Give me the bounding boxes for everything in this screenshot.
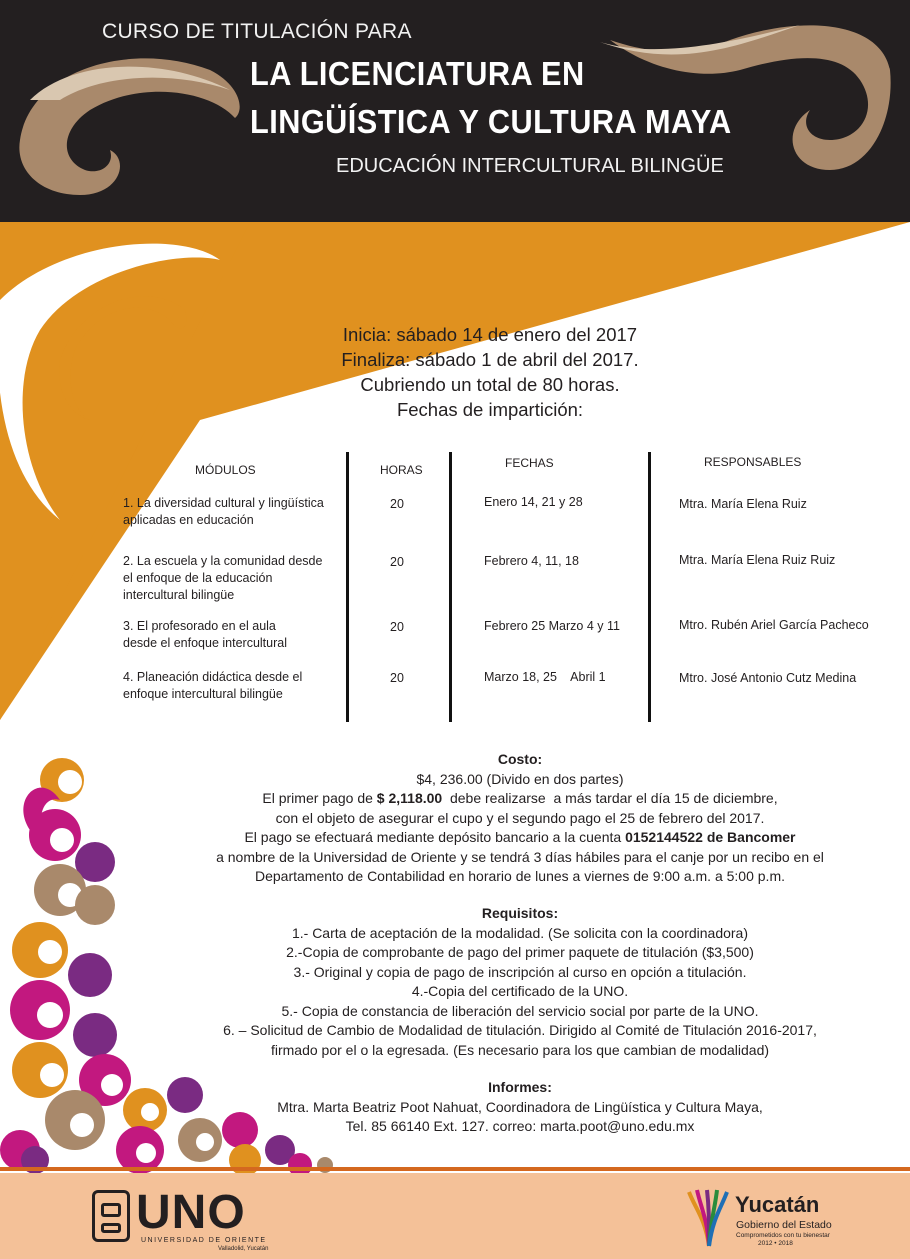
column-separator — [449, 452, 452, 722]
col-header-responsible: RESPONSABLES — [704, 455, 802, 469]
row4-module: 4. Planeación didáctica desde el enfoque intercultural bilingüe — [123, 670, 303, 701]
contact-line1: Mtra. Marta Beatriz Poot Nahuat, Coordinadora de Lingüística y Cultura Maya, — [277, 1098, 763, 1115]
header-subtitle: EDUCACIÓN INTERCULTURAL BILINGÜE — [336, 155, 724, 177]
col-header-dates: FECHAS — [505, 456, 554, 470]
row1-hours: 20 — [390, 497, 404, 511]
uno-logo-text: UNO — [136, 1186, 246, 1239]
end-date: Finaliza: sábado 1 de abril del 2017. — [341, 349, 639, 370]
cost-line3 — [140, 828, 900, 848]
requirement-item: 1.- Carta de aceptación de la modalidad. (Se solicita con la coordinadora) — [291, 924, 749, 941]
row2-module: 2. La escuela y la comunidad desde el enfoque de la educación intercultural bilingüe — [123, 554, 323, 602]
first-payment-amount: $ 2,118.00 — [376, 790, 443, 806]
cost-title: Costo: — [497, 751, 543, 767]
requirement-item: 3.- Original y copia de pago de inscripción al curso en opción a titulación. — [293, 963, 747, 980]
contact-line2: Tel. 85 66140 Ext. 127. correo: marta.poot@uno.edu.mx — [345, 1118, 695, 1134]
cost-line4: a nombre de la Universidad de Oriente y se tendrá 3 días hábiles para el canje por un recibo en el — [216, 848, 824, 865]
cost-line1-text: El primer pago de — [262, 790, 377, 806]
row4-responsible: Mtro. José Antonio Cutz Medina — [679, 671, 857, 685]
cost-line2: con el objeto de asegurar el cupo y el segundo pago el 25 de febrero del 2017. — [275, 809, 765, 826]
header-course-label: CURSO DE TITULACIÓN PARA — [102, 20, 412, 43]
row4-hours: 20 — [390, 671, 404, 685]
row3-module: 3. El profesorado en el aula desde el enfoque intercultural — [123, 619, 288, 650]
requirements-title: Requisitos: — [481, 905, 559, 921]
yucatan-name: Yucatán — [735, 1192, 820, 1217]
requirement-item: 2.-Copia de comprobante de pago del primer paquete de titulación ($3,500) — [286, 944, 754, 960]
col-header-hours: HORAS — [380, 463, 423, 477]
row1-responsible: Mtra. María Elena Ruiz — [679, 497, 807, 511]
row2-responsible: Mtra. María Elena Ruiz Ruiz — [679, 553, 836, 567]
bank-account: 0152144522 de Bancomer — [625, 829, 796, 845]
row1-module: 1. La diversidad cultural y lingüística aplicadas en educación — [123, 496, 324, 527]
yucatan-slogan: Comprometidos con tu bienestar — [736, 1232, 830, 1239]
row3-hours: 20 — [390, 620, 404, 634]
total-hours: Cubriendo un total de 80 horas. — [360, 374, 620, 395]
contact-title: Informes: — [488, 1079, 552, 1095]
uno-glyph-icon — [92, 1190, 130, 1242]
row2-dates: Febrero 4, 11, 18 — [484, 554, 579, 568]
cost-line1-rest: debe realizarse a más tardar el día 15 de diciembre, — [442, 790, 778, 806]
row2-hours: 20 — [390, 555, 404, 569]
cost-line3-text: El pago se efectuará mediante depósito bancario a la cuenta — [244, 829, 626, 845]
col-header-modules: MÓDULOS — [195, 463, 256, 477]
header-title-line2: LINGÜÍSTICA Y CULTURA MAYA — [250, 103, 732, 140]
requirements-section — [140, 904, 900, 1060]
row3-dates: Febrero 25 Marzo 4 y 11 — [484, 619, 620, 633]
cost-line1 — [140, 789, 900, 809]
header-title-line1: LA LICENCIATURA EN — [250, 55, 585, 92]
yucatan-years: 2012 • 2018 — [758, 1240, 793, 1247]
cost-line5: Departamento de Contabilidad en horario de lunes a viernes de 9:00 a.m. a 5:00 p.m. — [255, 868, 785, 884]
uno-city: Valladolid, Yucatán — [218, 1246, 269, 1252]
cost-amount: $4, 236.00 (Divido en dos partes) — [416, 770, 624, 787]
requirement-item: 6. – Solicitud de Cambio de Modalidad de titulación. Dirigido al Comité de Titulación 2016-2017, — [223, 1022, 817, 1038]
footer-divider — [0, 1167, 910, 1171]
row4-dates: Marzo 18, 25 Abril 1 — [484, 670, 606, 684]
yucatan-ribbon-icon — [685, 1188, 733, 1248]
requirement-item: firmado por el o la egresada. (Es necesario para los que cambian de modalidad) — [270, 1041, 770, 1058]
schedule-info — [300, 322, 680, 422]
column-separator — [346, 452, 349, 722]
row3-responsible: Mtro. Rubén Ariel García Pacheco — [679, 618, 869, 632]
requirement-item: 5.- Copia de constancia de liberación del servicio social por parte de la UNO. — [281, 1002, 759, 1019]
start-date: Inicia: sábado 14 de enero del 2017 — [342, 324, 638, 345]
contact-section — [140, 1078, 900, 1137]
cost-section — [140, 750, 900, 887]
yucatan-government: Gobierno del Estado — [736, 1219, 832, 1231]
row1-dates: Enero 14, 21 y 28 — [484, 495, 583, 509]
uno-university-name: UNIVERSIDAD DE ORIENTE — [141, 1237, 267, 1244]
column-separator — [648, 452, 651, 722]
requirement-item: 4.-Copia del certificado de la UNO. — [411, 983, 629, 999]
dates-title: Fechas de impartición: — [396, 399, 584, 420]
